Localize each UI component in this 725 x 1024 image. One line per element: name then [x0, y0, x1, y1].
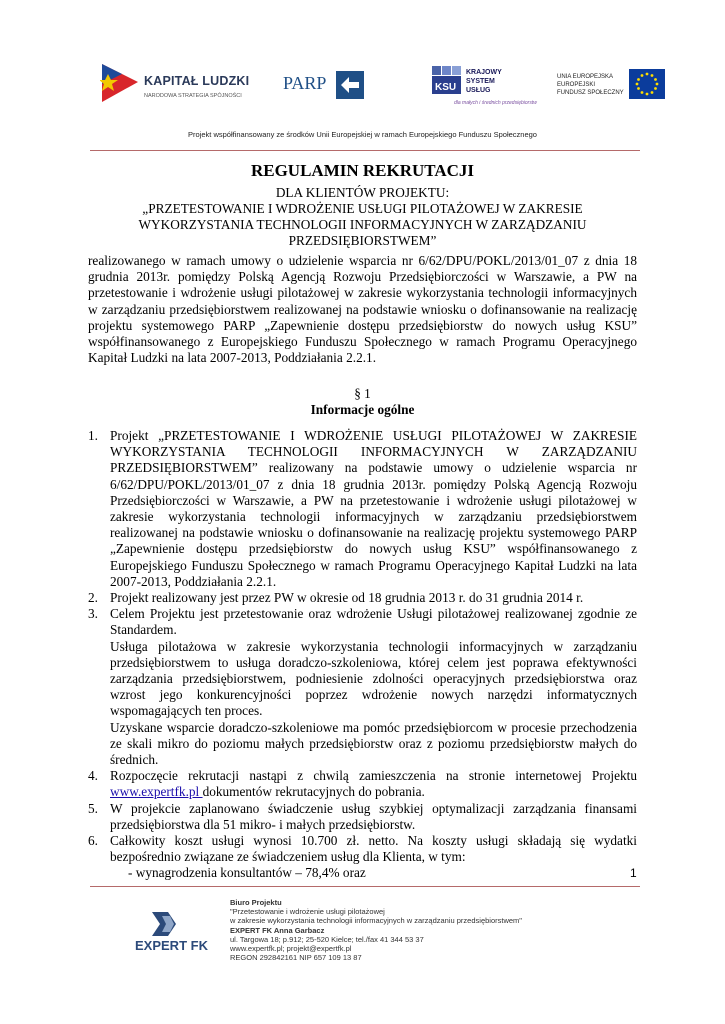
list-item-text: Usługa pilotażowa w zakresie wykorzystania technologii informacyjnych w zarządzaniu przedsiębiorstwem to usługa doradczo-szkoleniowa, której celem jest poprawa efektywności zarządzania przedsiębiorstwem, podniesienie zdolności operacyjnych przedsiębiorstwa oraz wzrost jego konkurencyjności poprzez wdrożenie nowych narzędzi informatycznych wspomagających ten proces.	[110, 638, 637, 719]
list-item-text: dokumentów rekrutacyjnych do pobrania.	[202, 784, 425, 800]
kapital-ludzki-title: KAPITAŁ LUDZKI	[144, 74, 250, 88]
footer-line: w zakresie wykorzystania technologii informacyjnych w zarządzaniu przedsiębiorstwem"	[230, 916, 522, 926]
ksu-emblem-icon	[432, 66, 462, 98]
project-website-link[interactable]: www.expertfk.pl	[110, 784, 203, 800]
footer-line: www.expertfk.pl; projekt@expertfk.pl	[230, 944, 352, 954]
expert-fk-emblem-icon	[150, 910, 180, 938]
footer-line: ul. Targowa 18; p.912; 25-520 Kielce; tel./fax 41 344 53 37	[230, 934, 424, 944]
footer-line: Biuro Projektu	[230, 898, 282, 907]
list-item-body	[110, 606, 637, 768]
eu-label: UNIA EUROPEJSKA EUROPEJSKI FUNDUSZ SPOŁECZNY	[557, 74, 624, 96]
ksu-tagline: dla małych i średnich przedsiębiorstw	[454, 100, 537, 106]
parp-logo	[283, 70, 373, 100]
general-info-list	[88, 428, 637, 882]
ksu-short-label: KSU	[435, 82, 457, 93]
list-item	[88, 428, 637, 590]
header-divider	[90, 150, 640, 151]
list-item-text: W projekcie zaplanowano świadczenie usług szybkiej optymalizacji zarządzania finansami przedsiębiorstwa dla 51 mikro- i małych przedsiębiorstw.	[110, 800, 637, 832]
document-subtitle	[90, 185, 635, 249]
section-symbol: § 1	[354, 386, 371, 401]
expert-fk-label: EXPERT FK	[135, 938, 208, 953]
list-subitem: - wynagrodzenia konsultantów – 78,4% oraz	[128, 865, 366, 881]
kapital-ludzki-emblem-icon	[100, 60, 140, 106]
ksu-logo	[432, 66, 537, 110]
list-item-number: 2.	[88, 590, 98, 606]
list-item	[88, 606, 637, 768]
cofinancing-note: Projekt współfinansowany ze środków Unii Europejskiej w ramach Europejskiego Funduszu Społecznego	[188, 130, 537, 139]
footer-line: "Przetestowanie i wdrożenie usługi pilotażowej	[230, 907, 385, 917]
list-item-text: Celem Projektu jest przetestowanie oraz wdrożenie Usługi pilotażowej realizowanej zgodnie ze Standardem.	[110, 606, 637, 638]
list-item-number: 3.	[88, 606, 98, 622]
eu-logo	[557, 69, 667, 103]
footer-divider	[90, 886, 640, 887]
parp-label: PARP	[283, 73, 327, 93]
list-item-body	[110, 833, 637, 882]
list-item-number: 4.	[88, 768, 98, 784]
list-item-body	[110, 768, 637, 800]
list-item	[88, 768, 637, 800]
document-title: REGULAMIN REKRUTACJI	[250, 161, 475, 180]
kapital-ludzki-subtitle: NARODOWA STRATEGIA SPÓJNOŚCI	[144, 93, 242, 99]
list-item	[88, 833, 637, 882]
ksu-name: KRAJOWY SYSTEM USŁUG	[466, 69, 502, 94]
eu-flag-icon	[629, 69, 665, 99]
list-item-number: 1.	[88, 428, 98, 443]
footer-contact	[230, 898, 522, 962]
footer-line: REGON 292842161 NIP 657 109 13 87	[230, 953, 362, 963]
page-number: 1	[630, 866, 637, 880]
subtitle-project-name: „PRZETESTOWANIE I WDROŻENIE USŁUGI PILOTAŻOWEJ W ZAKRESIE WYKORZYSTANIA TECHNOLOGII INFORMACYJNYCH W ZARZĄDZANIU PRZEDSIĘBIORSTWEM”	[138, 201, 587, 248]
kapital-ludzki-logo	[100, 60, 250, 106]
list-item-number: 6.	[88, 833, 98, 849]
list-item	[88, 590, 637, 606]
parp-arrows-icon	[335, 70, 365, 100]
list-item-text: Projekt „PRZETESTOWANIE I WDROŻENIE USŁUGI PILOTAŻOWEJ W ZAKRESIE WYKORZYSTANIA TECHNOLOGII INFORMACYJNYCH W ZARZĄDZANIU PRZEDSIĘBIORSTWEM” realizowany na podstawie umowy o udzielenie wsparcia nr 6/62/DPU/POKL/2013/01_07 z dnia 18 grudnia 2013r. pomiędzy Polską Agencją Rozwoju Przedsiębiorczości w Warszawie, a PW na przetestowanie i wdrożenie usługi pilotażowej w zakresie wykorzystania technologii informacyjnych w zarządzaniu przedsiębiorstwem realizowanej na podstawie wniosku o dofinansowanie na realizację projektu systemowego PARP „Zapewnienie dostępu przedsiębiorstw do nowych usług KSU” współfinansowanego z Europejskiego Funduszu Społecznego w ramach Programu Operacyjnego Kapitał Ludzki na lata 2007-2013, Poddziałania 2.2.1.	[110, 428, 637, 589]
expert-fk-logo	[130, 910, 220, 960]
list-item-text: Projekt realizowany jest przez PW w okresie od 18 grudnia 2013 r. do 31 grudnia 2014 r.	[110, 590, 584, 606]
footer-line: EXPERT FK Anna Garbacz	[230, 925, 325, 935]
list-item	[88, 801, 637, 833]
list-item-text: Uzyskane wsparcie doradczo-szkoleniowe ma pomóc przedsiębiorcom w procesie przechodzenia ze skali mikro do poziomu małych przedsiębiorstw oraz z poziomu przedsiębiorstw małych do średnich.	[110, 719, 637, 768]
list-item-text: Rozpoczęcie rekrutacji nastąpi z chwilą zamieszczenia na stronie internetowej Projektu	[110, 768, 637, 784]
section-heading	[90, 386, 635, 418]
intro-paragraph: realizowanego w ramach umowy o udzielenie wsparcia nr 6/62/DPU/POKL/2013/01_07 z dnia 18 grudnia 2013r. pomiędzy Polską Agencją Rozwoju Przedsiębiorczości w Warszawie, a PW na przetestowanie i wdrożenie usługi pilotażowej w zakresie wykorzystania technologii informacyjnych w zarządzaniu przedsiębiorstwem realizowanej na podstawie wniosku o dofinansowanie na realizację projektu systemowego PARP „Zapewnienie dostępu przedsiębiorstw do nowych usług KSU” współfinansowanego z Europejskiego Funduszu Społecznego w ramach Programu Operacyjnego Kapitał Ludzki na lata 2007-2013, Poddziałania 2.2.1.	[88, 253, 637, 366]
subtitle-line-1: DLA KLIENTÓW PROJEKTU:	[275, 185, 450, 200]
list-item-number: 5.	[88, 800, 98, 816]
section-title: Informacje ogólne	[310, 402, 415, 417]
list-item-text: Całkowity koszt usługi wynosi 10.700 zł. netto. Na koszty usługi składają się wydatki bezpośrednio związane ze świadczeniem usług dla Klienta, w tym:	[110, 833, 637, 865]
